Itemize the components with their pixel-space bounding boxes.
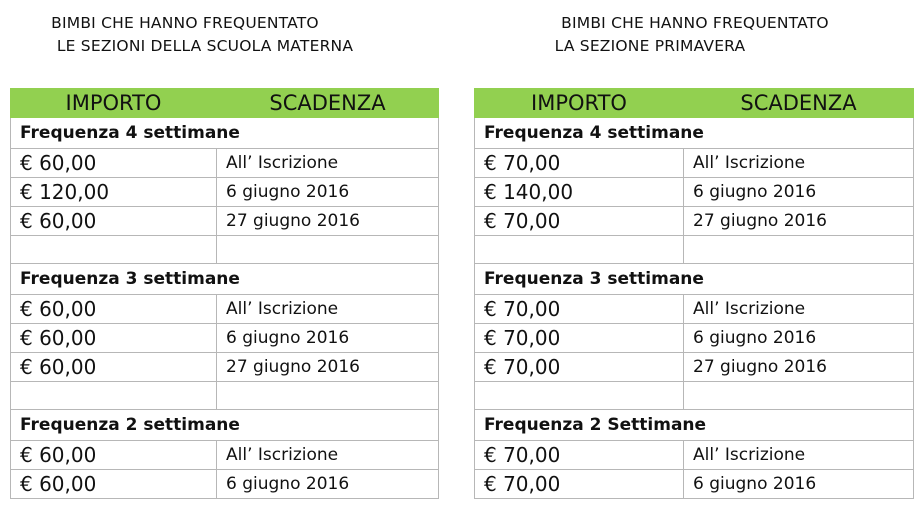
table-row <box>475 353 914 382</box>
table-row <box>475 207 914 236</box>
section-title: Frequenza 4 settimane <box>475 118 914 149</box>
table-row <box>475 178 914 207</box>
spacer-row <box>11 382 439 410</box>
table-row <box>11 207 439 236</box>
amount-cell: € 60,00 <box>11 470 217 499</box>
amount-cell: € 70,00 <box>475 353 684 382</box>
section-title: Frequenza 4 settimane <box>11 118 439 149</box>
due-date-cell: 6 giugno 2016 <box>217 324 439 353</box>
due-date-cell: All’ Iscrizione <box>217 295 439 324</box>
section-row <box>11 264 439 295</box>
table-row <box>11 353 439 382</box>
amount-cell: € 140,00 <box>475 178 684 207</box>
table-row <box>475 470 914 499</box>
amount-cell: € 60,00 <box>11 295 217 324</box>
empty-cell <box>475 382 684 410</box>
spacer-row <box>475 382 914 410</box>
section-row <box>11 410 439 441</box>
spacer-row <box>11 236 439 264</box>
right-fee-table <box>474 88 914 499</box>
due-date-cell: 6 giugno 2016 <box>684 324 914 353</box>
table-row <box>475 441 914 470</box>
due-date-cell: All’ Iscrizione <box>684 441 914 470</box>
amount-cell: € 70,00 <box>475 441 684 470</box>
section-title: Frequenza 3 settimane <box>11 264 439 295</box>
column-header-importo: IMPORTO <box>11 89 217 118</box>
section-row <box>11 118 439 149</box>
table-row <box>11 178 439 207</box>
table-row <box>11 470 439 499</box>
table-header-row <box>11 89 439 118</box>
table-row <box>11 295 439 324</box>
due-date-cell: 6 giugno 2016 <box>684 470 914 499</box>
amount-cell: € 70,00 <box>475 295 684 324</box>
empty-cell <box>217 382 439 410</box>
section-row <box>475 118 914 149</box>
table-row <box>475 295 914 324</box>
due-date-cell: 27 giugno 2016 <box>684 207 914 236</box>
table-row <box>475 324 914 353</box>
right-heading-line-1: BIMBI CHE HANNO FREQUENTATO <box>561 14 829 32</box>
due-date-cell: 6 giugno 2016 <box>217 470 439 499</box>
amount-cell: € 60,00 <box>11 441 217 470</box>
due-date-cell: 6 giugno 2016 <box>684 178 914 207</box>
column-header-importo: IMPORTO <box>475 89 684 118</box>
table-row <box>11 149 439 178</box>
due-date-cell: 27 giugno 2016 <box>217 353 439 382</box>
amount-cell: € 70,00 <box>475 207 684 236</box>
left-heading-line-2: LE SEZIONI DELLA SCUOLA MATERNA <box>56 37 354 55</box>
amount-cell: € 60,00 <box>11 353 217 382</box>
due-date-cell: All’ Iscrizione <box>684 295 914 324</box>
due-date-cell: All’ Iscrizione <box>217 149 439 178</box>
amount-cell: € 70,00 <box>475 470 684 499</box>
amount-cell: € 60,00 <box>11 207 217 236</box>
empty-cell <box>684 236 914 264</box>
right-heading-line-2: LA SEZIONE PRIMAVERA <box>554 37 746 55</box>
empty-cell <box>11 236 217 264</box>
empty-cell <box>217 236 439 264</box>
left-heading <box>20 12 390 58</box>
section-title: Frequenza 2 settimane <box>11 410 439 441</box>
due-date-cell: All’ Iscrizione <box>217 441 439 470</box>
section-row <box>475 410 914 441</box>
due-date-cell: 27 giugno 2016 <box>217 207 439 236</box>
amount-cell: € 70,00 <box>475 149 684 178</box>
column-header-scadenza: SCADENZA <box>684 89 914 118</box>
due-date-cell: 27 giugno 2016 <box>684 353 914 382</box>
table-row <box>11 324 439 353</box>
amount-cell: € 120,00 <box>11 178 217 207</box>
empty-cell <box>475 236 684 264</box>
table-header-row <box>475 89 914 118</box>
empty-cell <box>11 382 217 410</box>
due-date-cell: All’ Iscrizione <box>684 149 914 178</box>
section-title: Frequenza 2 Settimane <box>475 410 914 441</box>
table-row <box>475 149 914 178</box>
section-title: Frequenza 3 settimane <box>475 264 914 295</box>
column-header-scadenza: SCADENZA <box>217 89 439 118</box>
spacer-row <box>475 236 914 264</box>
empty-cell <box>684 382 914 410</box>
amount-cell: € 60,00 <box>11 149 217 178</box>
table-row <box>11 441 439 470</box>
left-fee-table <box>10 88 439 499</box>
right-heading <box>505 12 885 58</box>
amount-cell: € 60,00 <box>11 324 217 353</box>
amount-cell: € 70,00 <box>475 324 684 353</box>
section-row <box>475 264 914 295</box>
due-date-cell: 6 giugno 2016 <box>217 178 439 207</box>
left-heading-line-1: BIMBI CHE HANNO FREQUENTATO <box>51 14 319 32</box>
